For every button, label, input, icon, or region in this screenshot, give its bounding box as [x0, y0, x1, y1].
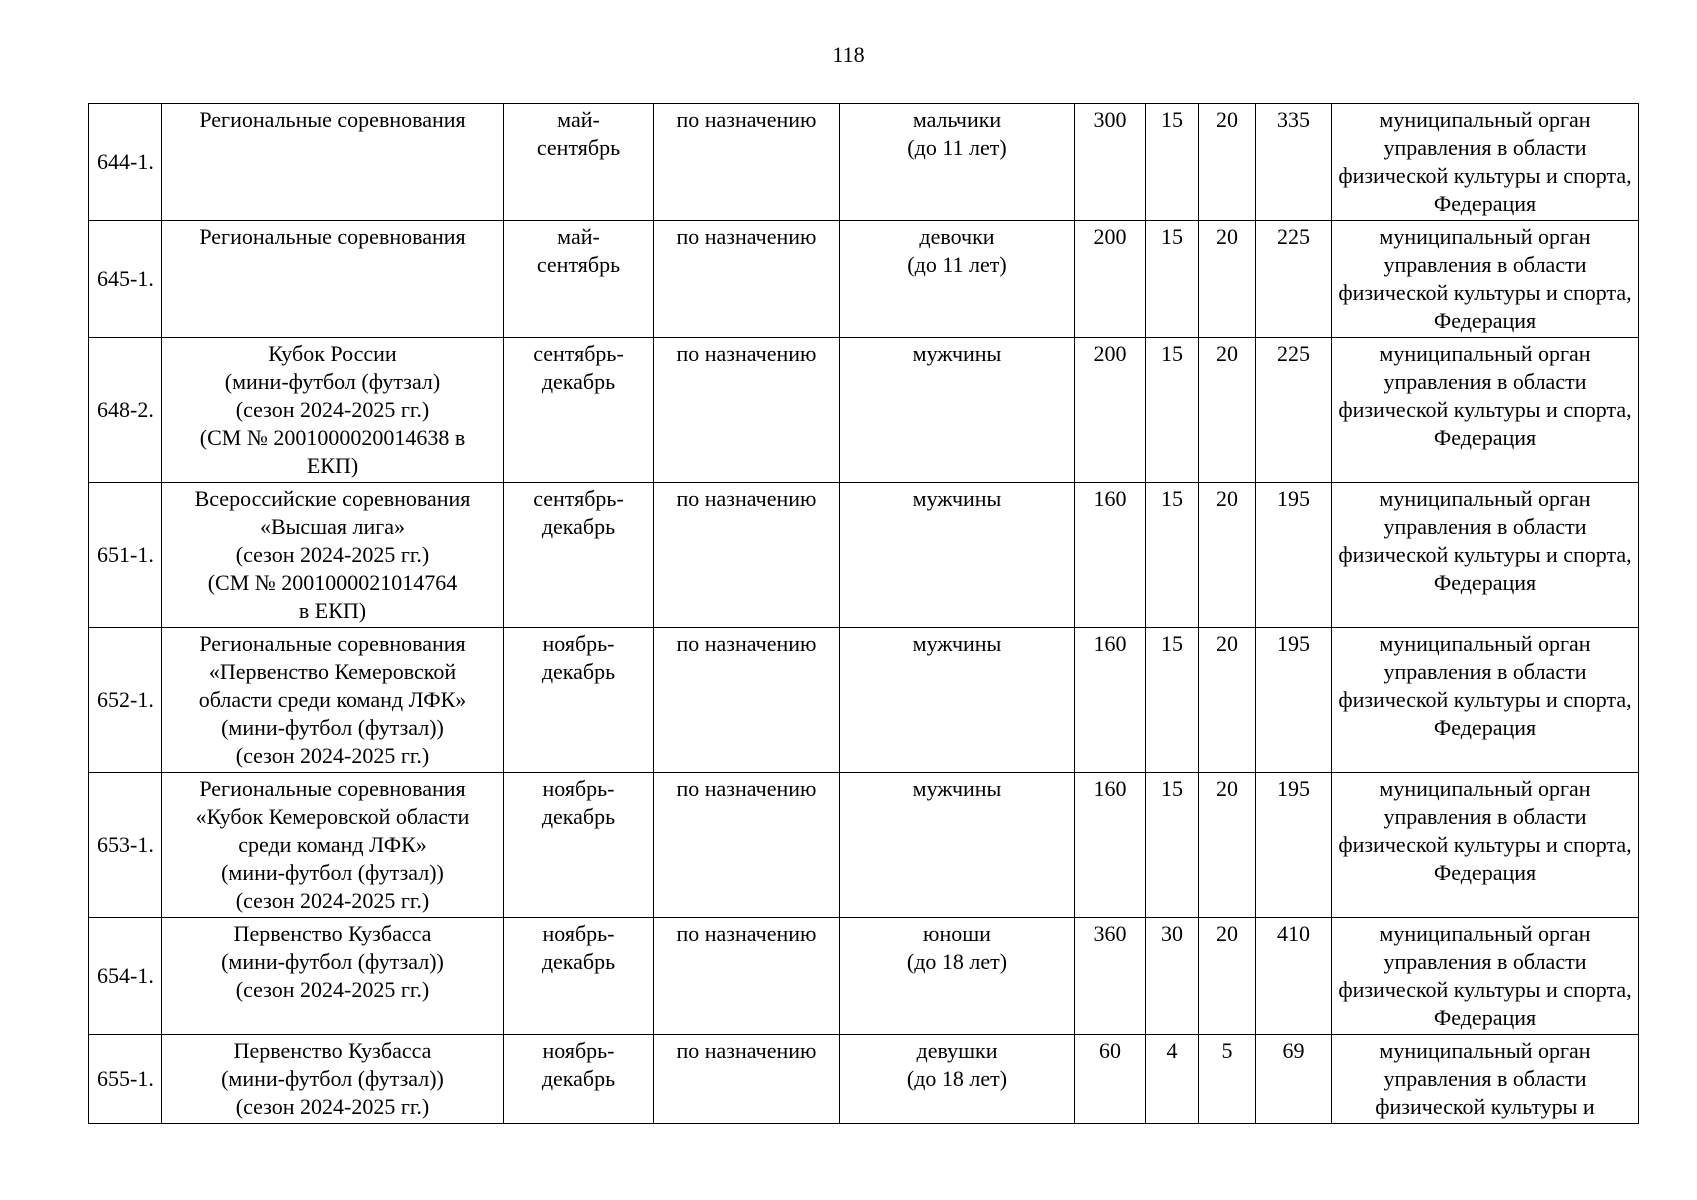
event-name: Региональные соревнования: [162, 104, 504, 221]
event-value-3: 20: [1199, 918, 1256, 1035]
event-value-1: 60: [1075, 1035, 1146, 1124]
table-row: [89, 1035, 1639, 1124]
event-organizer: муниципальный орган управления в области физической культуры и спорта, Федерация: [1332, 918, 1639, 1035]
event-participants: юноши (до 18 лет): [840, 918, 1075, 1035]
event-venue: по назначению: [654, 104, 840, 221]
event-value-3: 20: [1199, 338, 1256, 483]
event-value-1: 160: [1075, 628, 1146, 773]
event-organizer: муниципальный орган управления в области физической культуры и спорта, Федерация: [1332, 338, 1639, 483]
event-value-3: 5: [1199, 1035, 1256, 1124]
event-value-total: 335: [1256, 104, 1332, 221]
event-participants: девочки (до 11 лет): [840, 221, 1075, 338]
event-period: ноябрь- декабрь: [504, 628, 654, 773]
event-participants: девушки (до 18 лет): [840, 1035, 1075, 1124]
table-row: [89, 628, 1639, 773]
event-name: Первенство Кузбасса (мини-футбол (футзал)) (сезон 2024-2025 гг.): [162, 1035, 504, 1124]
event-value-1: 300: [1075, 104, 1146, 221]
event-value-1: 160: [1075, 773, 1146, 918]
event-organizer: муниципальный орган управления в области физической культуры и спорта, Федерация: [1332, 104, 1639, 221]
event-number: 648-2.: [89, 338, 162, 483]
event-number: 651-1.: [89, 483, 162, 628]
event-number: 655-1.: [89, 1035, 162, 1124]
event-number: 654-1.: [89, 918, 162, 1035]
event-value-3: 20: [1199, 221, 1256, 338]
event-period: сентябрь- декабрь: [504, 483, 654, 628]
event-period: май- сентябрь: [504, 104, 654, 221]
event-value-2: 15: [1146, 338, 1199, 483]
event-value-3: 20: [1199, 628, 1256, 773]
event-venue: по назначению: [654, 773, 840, 918]
event-period: ноябрь- декабрь: [504, 1035, 654, 1124]
event-value-3: 20: [1199, 483, 1256, 628]
event-participants: мужчины: [840, 338, 1075, 483]
event-value-3: 20: [1199, 773, 1256, 918]
event-number: 644-1.: [89, 104, 162, 221]
event-name: Первенство Кузбасса (мини-футбол (футзал)) (сезон 2024-2025 гг.): [162, 918, 504, 1035]
event-venue: по назначению: [654, 1035, 840, 1124]
event-number: 645-1.: [89, 221, 162, 338]
event-venue: по назначению: [654, 338, 840, 483]
event-value-1: 200: [1075, 221, 1146, 338]
event-value-total: 410: [1256, 918, 1332, 1035]
event-participants: мужчины: [840, 483, 1075, 628]
event-name: Региональные соревнования: [162, 221, 504, 338]
event-venue: по назначению: [654, 918, 840, 1035]
event-participants: мальчики (до 11 лет): [840, 104, 1075, 221]
event-period: ноябрь- декабрь: [504, 918, 654, 1035]
event-value-total: 225: [1256, 338, 1332, 483]
table-row: [89, 483, 1639, 628]
event-value-1: 360: [1075, 918, 1146, 1035]
event-venue: по назначению: [654, 628, 840, 773]
event-value-3: 20: [1199, 104, 1256, 221]
event-number: 652-1.: [89, 628, 162, 773]
event-value-2: 15: [1146, 221, 1199, 338]
event-period: сентябрь- декабрь: [504, 338, 654, 483]
event-name: Кубок России (мини-футбол (футзал) (сезон 2024-2025 гг.) (СМ № 2001000020014638 в ЕКП): [162, 338, 504, 483]
event-organizer: муниципальный орган управления в области физической культуры и: [1332, 1035, 1639, 1124]
event-organizer: муниципальный орган управления в области физической культуры и спорта, Федерация: [1332, 483, 1639, 628]
event-value-2: 30: [1146, 918, 1199, 1035]
event-value-total: 195: [1256, 628, 1332, 773]
event-organizer: муниципальный орган управления в области физической культуры и спорта, Федерация: [1332, 628, 1639, 773]
event-value-total: 195: [1256, 483, 1332, 628]
event-venue: по назначению: [654, 221, 840, 338]
table-row: [89, 918, 1639, 1035]
table-row: [89, 221, 1639, 338]
events-table: [88, 103, 1639, 1124]
event-value-2: 15: [1146, 773, 1199, 918]
table-row: [89, 104, 1639, 221]
event-value-total: 195: [1256, 773, 1332, 918]
event-participants: мужчины: [840, 773, 1075, 918]
table-row: [89, 338, 1639, 483]
event-venue: по назначению: [654, 483, 840, 628]
event-organizer: муниципальный орган управления в области физической культуры и спорта, Федерация: [1332, 221, 1639, 338]
event-value-1: 200: [1075, 338, 1146, 483]
event-period: май- сентябрь: [504, 221, 654, 338]
table-row: [89, 773, 1639, 918]
event-value-1: 160: [1075, 483, 1146, 628]
event-participants: мужчины: [840, 628, 1075, 773]
event-organizer: муниципальный орган управления в области физической культуры и спорта, Федерация: [1332, 773, 1639, 918]
event-period: ноябрь- декабрь: [504, 773, 654, 918]
event-value-total: 225: [1256, 221, 1332, 338]
event-name: Всероссийские соревнования «Высшая лига» (сезон 2024-2025 гг.) (СМ № 2001000021014764 в ЕКП): [162, 483, 504, 628]
event-value-2: 15: [1146, 628, 1199, 773]
event-value-2: 15: [1146, 104, 1199, 221]
event-name: Региональные соревнования «Кубок Кемеровской области среди команд ЛФК» (мини-футбол (футзал)) (сезон 2024-2025 гг.): [162, 773, 504, 918]
event-value-2: 4: [1146, 1035, 1199, 1124]
page-number: 118: [832, 42, 865, 67]
event-name: Региональные соревнования «Первенство Кемеровской области среди команд ЛФК» (мини-футбол (футзал)) (сезон 2024-2025 гг.): [162, 628, 504, 773]
event-number: 653-1.: [89, 773, 162, 918]
event-value-total: 69: [1256, 1035, 1332, 1124]
event-value-2: 15: [1146, 483, 1199, 628]
